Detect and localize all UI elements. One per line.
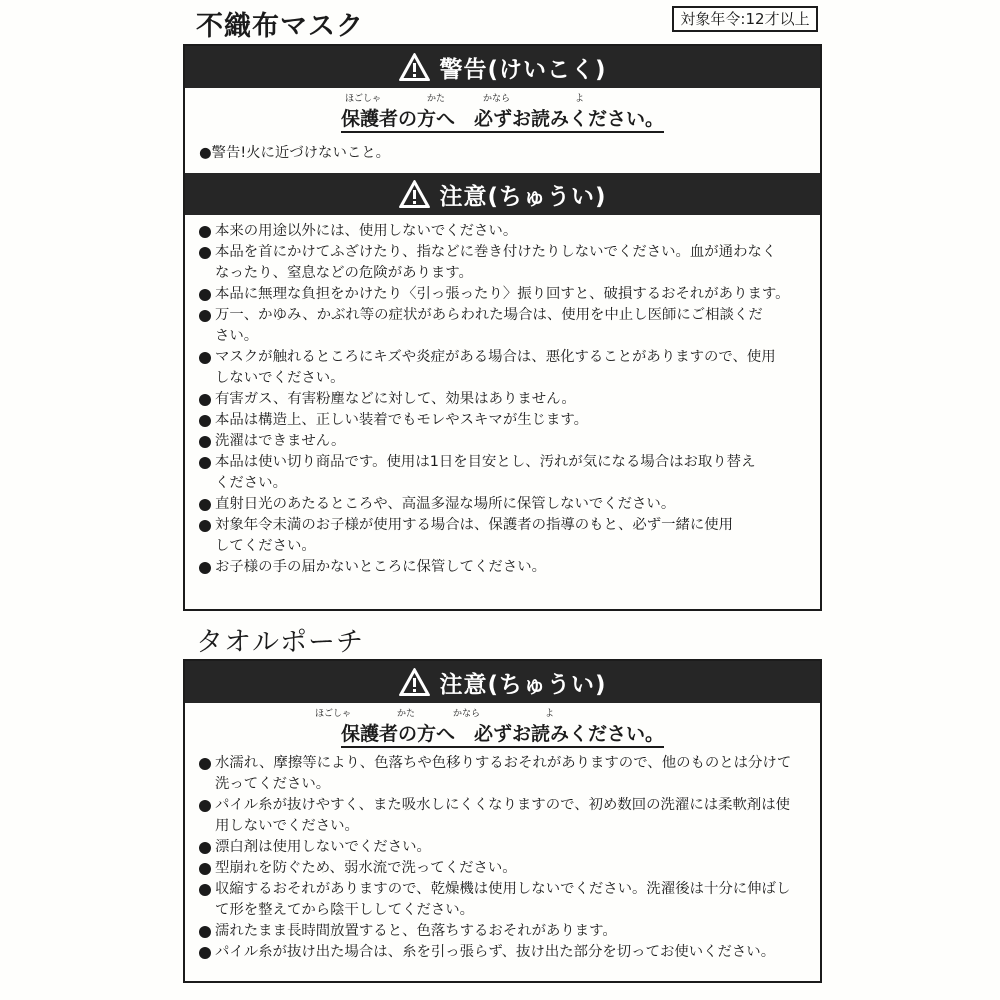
caution-item-line: してください。 <box>215 538 316 554</box>
caution-item-line: しないでください。 <box>215 370 345 386</box>
caution-item <box>199 921 810 942</box>
furigana-kata: かた <box>427 94 446 104</box>
caution-item <box>199 942 810 963</box>
caution-item-line: 万一、かゆみ、かぶれ等の症状があらわれた場合は、使用を中止し医師にご相談くだ <box>215 307 763 323</box>
caution-header-label: 注意(ちゅうい) <box>439 183 607 210</box>
caution-item-line: なったり、窒息などの危険があります。 <box>215 265 473 281</box>
guardian-notice <box>185 703 820 751</box>
furigana-yo: よ <box>575 94 585 104</box>
caution-item <box>199 879 810 921</box>
caution-header-bar <box>185 661 820 703</box>
pouch-caution-panel <box>183 659 822 983</box>
caution-item-line: 有害ガス、有害粉塵などに対して、効果はありません。 <box>215 391 576 407</box>
caution-item-line: パイル糸が抜け出た場合は、糸を引っ張らず、抜け出た部分を切ってお使いください。 <box>215 944 776 960</box>
caution-item-line: 漂白剤は使用しないでください。 <box>215 839 431 855</box>
caution-header-label: 注意(ちゅうい) <box>439 671 607 698</box>
mask-section-title: 不織布マスク <box>196 11 364 42</box>
warning-header-label: 警告(けいこく) <box>439 56 607 83</box>
caution-item-line: 本来の用途以外には、使用しないでください。 <box>215 223 518 239</box>
guardian-notice-text: 保護者の方へ 必ずお読みください。 <box>341 108 664 133</box>
caution-item-line: 対象年令未満のお子様が使用する場合は、保護者の指導のもと、必ず一緒に使用 <box>215 517 734 533</box>
caution-item-line: 洗濯はできません。 <box>215 433 346 449</box>
caution-item-line: 本品を首にかけてふざけたり、指などに巻き付けたりしないでください。血が通わなく <box>215 244 777 260</box>
caution-item-line: 用しないでください。 <box>215 818 359 834</box>
caution-item <box>199 494 810 515</box>
caution-item <box>199 557 810 578</box>
caution-item <box>199 242 810 284</box>
caution-item-line: 洗ってください。 <box>215 776 331 792</box>
caution-item-line: 型崩れを防ぐため、弱水流で洗ってください。 <box>215 860 517 876</box>
caution-item-line: マスクが触れるところにキズや炎症がある場合は、悪化することがありますので、使用 <box>215 349 776 365</box>
mask-warning-panel <box>183 44 822 611</box>
caution-item-line: さい。 <box>215 328 259 344</box>
furigana-kata: かた <box>397 709 416 719</box>
caution-item-line: ください。 <box>215 475 287 491</box>
caution-item <box>199 221 810 242</box>
furigana-kanara: かなら <box>483 94 511 104</box>
mask-caution-list <box>185 221 820 578</box>
furigana-yo: よ <box>545 709 555 719</box>
caution-item-line: お子様の手の届かないところに保管してください。 <box>215 559 546 575</box>
caution-item <box>199 305 810 347</box>
caution-item-line: 収縮するおそれがありますので、乾燥機は使用しないでください。洗濯後は十分に伸ばし <box>215 881 791 897</box>
warning-triangle-icon <box>398 52 431 82</box>
age-badge: 対象年令:12才以上 <box>672 6 818 32</box>
caution-item-line: 直射日光のあたるところや、高温多湿な場所に保管しないでください。 <box>215 496 676 512</box>
caution-item <box>199 837 810 858</box>
pouch-section-title: タオルポーチ <box>196 627 364 658</box>
furigana-hogosha: ほごしゃ <box>345 94 382 104</box>
warning-header-bar <box>185 46 820 88</box>
warning-triangle-icon <box>398 179 431 209</box>
caution-item-line: パイル糸が抜けやすく、また吸水しにくくなりますので、初め数回の洗濯には柔軟剤は使 <box>215 797 791 813</box>
caution-item-line: て形を整えてから陰干ししてください。 <box>215 902 475 918</box>
caution-item <box>199 452 810 494</box>
caution-item <box>199 284 810 305</box>
furigana-hogosha: ほごしゃ <box>315 709 352 719</box>
caution-item <box>199 753 810 795</box>
caution-item <box>199 410 810 431</box>
caution-header-bar <box>185 173 820 215</box>
caution-item <box>199 347 810 389</box>
guardian-notice-text: 保護者の方へ 必ずお読みください。 <box>341 723 664 748</box>
caution-item <box>199 795 810 837</box>
caution-item-line: 本品に無理な負担をかけたり〈引っ張ったり〉振り回すと、破損するおそれがあります。 <box>215 286 790 302</box>
caution-item <box>199 389 810 410</box>
warning-item: ●警告!火に近づけないこと。 <box>199 145 391 161</box>
caution-item-line: 本品は使い切り商品です。使用は1日を目安とし、汚れが気になる場合はお取り替え <box>215 454 756 470</box>
pouch-caution-list <box>185 753 820 963</box>
warning-triangle-icon <box>398 667 431 697</box>
caution-item-line: 本品は構造上、正しい装着でもモレやスキマが生じます。 <box>215 412 589 428</box>
caution-item-line: 濡れたまま長時間放置すると、色落ちするおそれがあります。 <box>215 923 617 939</box>
caution-item <box>199 431 810 452</box>
caution-item-line: 水濡れ、摩擦等により、色落ちや色移りするおそれがありますので、他のものとは分けて <box>215 755 792 771</box>
furigana-kanara: かなら <box>453 709 481 719</box>
caution-item <box>199 858 810 879</box>
caution-item <box>199 515 810 557</box>
guardian-notice <box>185 88 820 136</box>
